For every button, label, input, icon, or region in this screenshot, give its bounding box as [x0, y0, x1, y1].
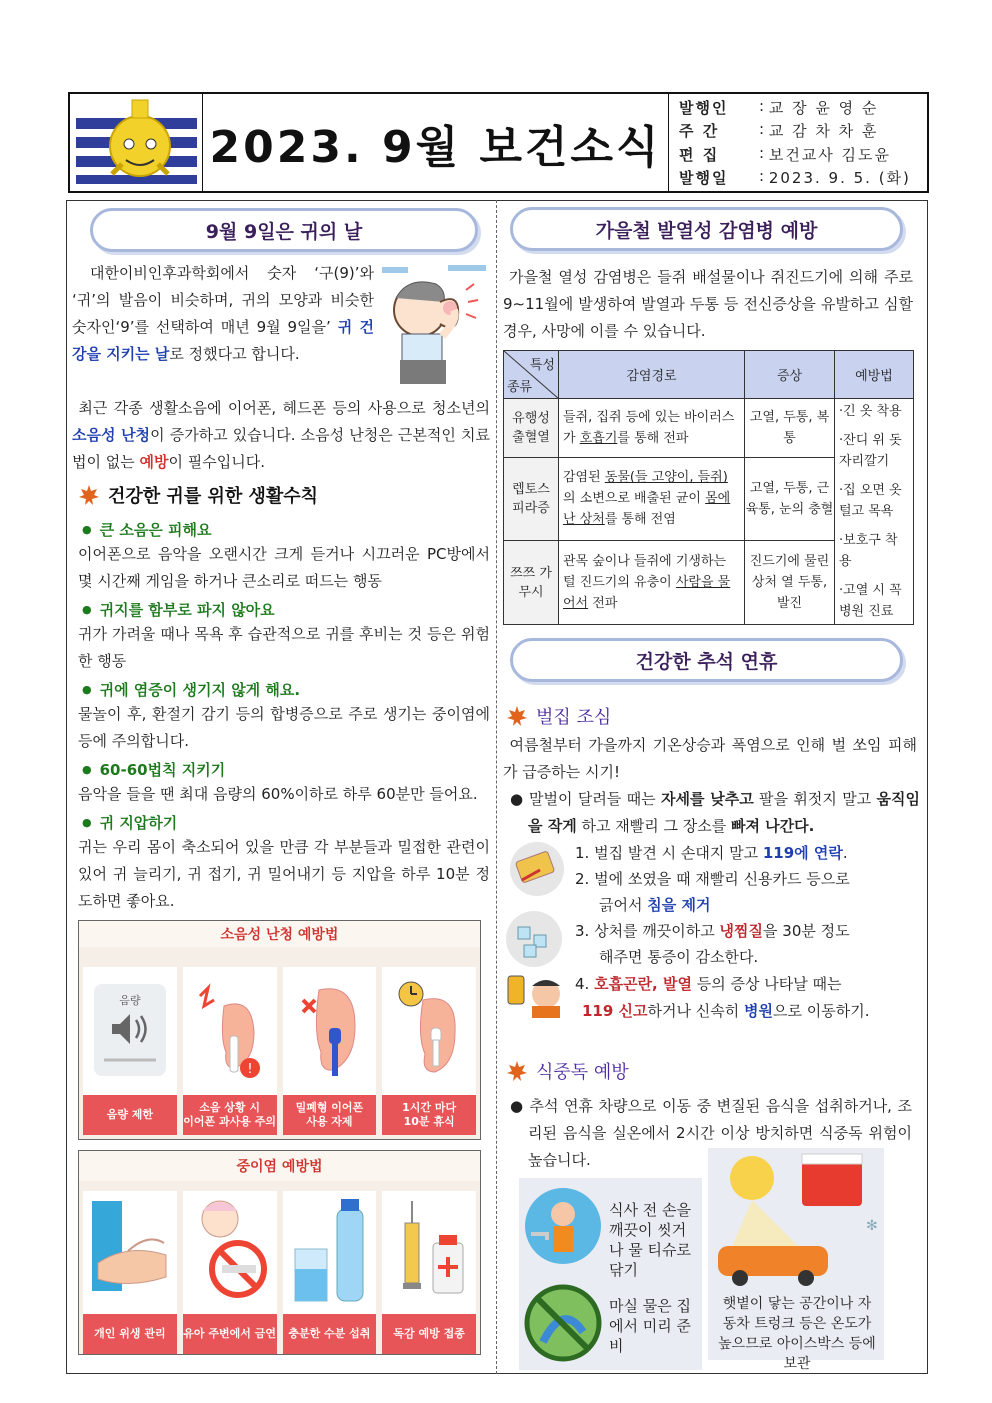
- tip-hourly-rest: 1시간 마다 10분 휴식: [382, 967, 476, 1135]
- disease-table: [503, 350, 914, 625]
- svg-text:✻: ✻: [866, 1218, 878, 1234]
- ear-earbud-warning-icon: [190, 976, 270, 1086]
- svg-text:!: !: [247, 1062, 253, 1077]
- ear-day-heading: 9월 9일은 귀의 날: [90, 208, 478, 252]
- water-bottle-icon: [287, 1193, 371, 1313]
- food-poisoning-heading: 식중독 예방: [506, 1058, 629, 1084]
- food-tip-hand-wash: 식사 전 손을 깨끗이 씻거나 물 티슈로 닦기: [609, 1201, 691, 1279]
- rule-3-text: 물놀이 후, 환절기 감기 등의 합병증으로 주로 생기는 중이염에 등에 주의합니다.: [78, 705, 490, 750]
- bee-step-4b: 119 신고하거나 신속히 병원으로 이동하기.: [582, 1002, 870, 1020]
- svg-text:음량: 음량: [119, 994, 141, 1007]
- ear-day-paragraph-1: 대한이비인후과학회에서 숫자 ‘구(9)’와 ‘귀’의 발음이 비슷하며, 귀의 모양과 비슷한 숫자인‘9’를 선택하여 매년 9월 9일을’ 귀 건강을 지키는 날로 정했다고 합니다.: [72, 264, 374, 363]
- tip-hydration: 충분한 수분 섭취: [283, 1191, 377, 1354]
- maple-leaf-icon: [506, 1060, 528, 1082]
- school-logo: [70, 94, 203, 191]
- info-supervisor: 주 간 : 교 감 차 차 훈: [679, 120, 879, 141]
- header-symptom: 증상: [745, 351, 835, 399]
- vaccine-syringe-icon: [387, 1193, 471, 1313]
- rule-3-title: ● 귀에 염증이 생기지 않게 해요.: [82, 679, 300, 700]
- food-tip-water: 마실 물은 집에서 미리 준비: [609, 1297, 691, 1355]
- food-tip-cooler: 햇볕이 닿는 공간이나 자동차 트렁크 등은 온도가 높으므로 아이스박스 등에 보관: [718, 1296, 876, 1372]
- hand-wash-child-icon: [523, 1184, 603, 1268]
- publication-info: [669, 94, 927, 191]
- tip-noise-earphone: ! 소음 상황 시 이어폰 과사용 주의: [183, 967, 277, 1135]
- rule-1-title: ● 큰 소음은 피해요: [82, 519, 212, 540]
- ice-pack-icon: [504, 905, 564, 969]
- bee-step-4: 4. 호흡곤란, 발열 등의 증상 나타날 때는: [575, 975, 842, 993]
- rule-4-text: 음악을 들을 땐 최대 음량의 60%이하로 하루 60분만 들어요.: [78, 785, 478, 803]
- info-editor: 편 집 : 보건교사 김도윤: [679, 143, 892, 164]
- ear-clock-icon: [389, 976, 469, 1086]
- tip-flu-vaccine: 독감 예방 접종: [382, 1191, 476, 1354]
- fever-disease-heading: 가을철 발열성 감염병 예방: [510, 207, 903, 251]
- info-date: 발행일 : 2023. 9. 5. (화): [679, 166, 911, 187]
- newsletter-title: 2023. 9월 보건소식: [209, 121, 662, 173]
- info-publisher: 발행인 : 교 장 윤 영 순: [679, 97, 879, 118]
- tip-no-smoking: 유아 주변에서 금연: [183, 1191, 277, 1354]
- maple-leaf-icon: [78, 484, 100, 506]
- food-tips-box-right: [708, 1148, 884, 1372]
- bee-tip: ● 말벌이 달려들 때는 자세를 낮추고 팔을 휘젓지 말고 움직임을 작게 하고 재빨리 그 장소를 빠져 나간다.: [510, 790, 920, 835]
- hand-washing-icon: [88, 1193, 172, 1313]
- header-prevention: 예방법: [835, 351, 914, 399]
- noise-hearing-loss-card: [78, 920, 481, 1140]
- bee-step-3: 3. 상처를 깨끗이하고 냉찜질을 30분 정도: [575, 922, 850, 940]
- no-smoking-baby-icon: [188, 1193, 272, 1313]
- rule-5-text: 귀는 우리 몸이 축소되어 있을 만큼 각 부분들과 밀접한 관련이 있어 귀 늘리기, 귀 접기, 귀 밀어내기 등 지압을 하루 10분 정도하면 좋아요.: [78, 838, 490, 910]
- table-row: 유행성 출혈열 들쥐, 집쥐 등에 있는 바이러스가 호흡기를 통해 전파 고열, 두통, 복통 ·긴 옷 착용 ·잔디 위 돗자리깔기 ·집 오면 옷 털고 목욕 ·보호구 착용 ·고열 시 꼭 병원 진료: [504, 399, 914, 458]
- column-divider: [496, 200, 497, 1374]
- rule-4-title: ● 60-60법칙 지키기: [82, 759, 225, 780]
- maple-leaf-icon: [506, 705, 528, 727]
- chuseok-heading: 건강한 추석 연휴: [510, 638, 903, 682]
- emergency-call-icon: [506, 970, 568, 1020]
- newsletter-header: [68, 92, 929, 193]
- food-poisoning-text: ● 추석 연휴 차량으로 이동 중 변질된 음식을 섭취하거나, 조리된 음식을 실온에서 2시간 이상 방치하면 식중독 위험이 높습니다.: [510, 1097, 913, 1169]
- header-route: 감염경로: [559, 351, 745, 399]
- bee-step-1: 1. 벌집 발견 시 손대지 말고 119에 연락.: [575, 844, 848, 862]
- table-row: 쯔쯔 가무시 관목 숲이나 들쥐에 기생하는 털 진드기의 유충이 사람을 물어서 전파 진드기에 물린 상처 열 두통, 발진: [504, 541, 914, 625]
- ear-day-paragraph-2: 최근 각종 생활소음에 이어폰, 헤드폰 등의 사용으로 청소년의 소음성 난청이 증가하고 있습니다. 소음성 난청은 근본적인 치료법이 없는 예방이 필수입니다.: [72, 399, 490, 471]
- rule-2-title: ● 귀지를 함부로 파지 않아요: [82, 599, 275, 620]
- card-title: 중이염 예방법: [79, 1151, 480, 1181]
- tip-hygiene: 개인 위생 관리: [83, 1191, 177, 1354]
- prevention-cell: ·긴 옷 착용 ·잔디 위 돗자리깔기 ·집 오면 옷 털고 목욕 ·보호구 착용 ·고열 시 꼭 병원 진료: [835, 399, 914, 625]
- card-title: 소음성 난청 예방법: [79, 921, 480, 947]
- bee-step-3b: 해주면 통증이 감소한다.: [599, 948, 759, 966]
- bee-intro: 여름철부터 가을까지 기온상승과 폭염으로 인해 벌 쏘임 피해가 급증하는 시기!: [503, 736, 917, 781]
- table-corner-cell: 특성 종류: [504, 351, 559, 399]
- tip-volume-limit: 음량 음량 제한: [83, 967, 177, 1135]
- no-stream-water-icon: [523, 1282, 603, 1364]
- bee-heading: 벌집 조심: [506, 703, 611, 729]
- bee-sting-card-icon: [506, 840, 568, 898]
- ear-closed-earphone-icon: [289, 976, 369, 1086]
- rule-1-text: 이어폰으로 음악을 오랜시간 크게 듣거나 시끄러운 PC방에서 몇 시간째 게임을 하거나 큰소리로 떠드는 행동: [78, 545, 490, 590]
- rule-2-text: 귀가 가려울 때나 목욕 후 습관적으로 귀를 후비는 것 등은 위험한 행동: [78, 625, 490, 670]
- fever-intro: 가을철 열성 감염병은 들쥐 배설물이나 쥐진드기에 의해 주로 9∼11월에 발생하여 발열과 두통 등 전신증상을 유발하고 심할 경우, 사망에 이를 수 있습니다.: [503, 268, 913, 340]
- table-row: 렙토스 피라증 감염된 동물(들 고양이, 들쥐)의 소변으로 배출된 균이 몸에 난 상처를 통해 전염 고열, 두통, 근육통, 눈의 충혈: [504, 457, 914, 541]
- car-cooler-icon: [712, 1150, 880, 1290]
- food-tips-box-left: [519, 1178, 702, 1370]
- volume-icon: [90, 976, 170, 1086]
- tip-closed-earphone: 밀폐형 이어폰 사용 자제: [283, 967, 377, 1135]
- otitis-media-card: [78, 1150, 481, 1355]
- ear-person-illustration: [378, 262, 490, 387]
- ear-rules-heading: 건강한 귀를 위한 생활수칙: [78, 482, 318, 508]
- bee-step-2b: 긁어서 침을 제거: [599, 896, 711, 914]
- bee-step-2: 2. 벌에 쏘였을 때 재빨리 신용카드 등으로: [575, 870, 850, 888]
- rule-5-title: ● 귀 지압하기: [82, 812, 177, 833]
